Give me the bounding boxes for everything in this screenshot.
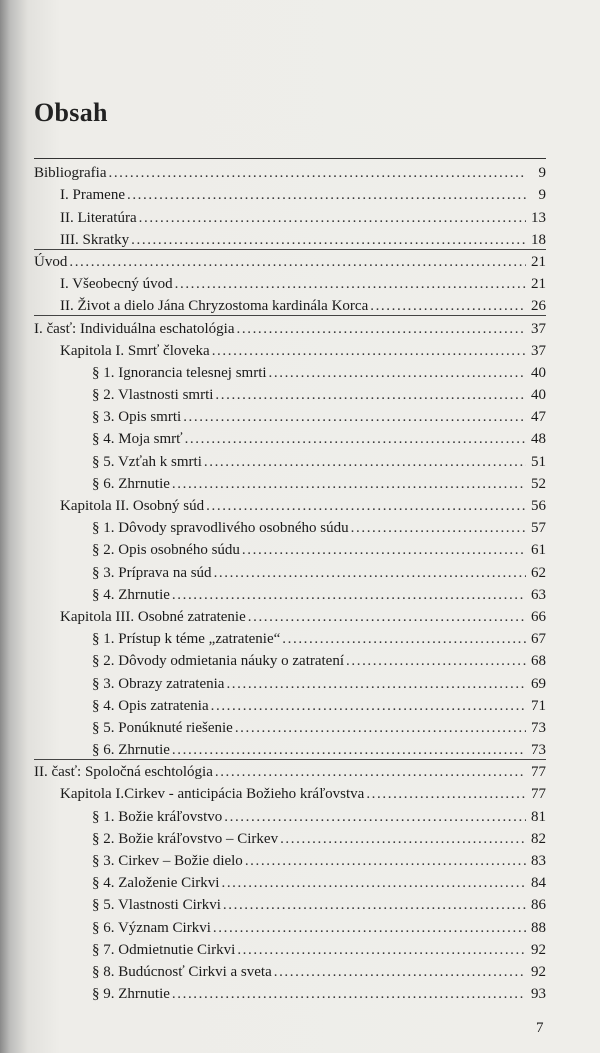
toc-entry-label: § 6. Zhrnutie: [92, 475, 170, 492]
dot-leader: [172, 586, 526, 604]
toc-entry: [34, 715, 546, 737]
toc-entry-page: 81: [531, 808, 546, 825]
toc-entry-page: 67: [531, 631, 546, 648]
toc-entry-page: 92: [531, 963, 546, 980]
toc-entry-page: 73: [531, 719, 546, 736]
toc-entry-label: Bibliografia: [34, 165, 107, 182]
toc-entry-label: § 6. Význam Cirkvi: [92, 919, 211, 936]
toc-entry: [34, 981, 546, 1003]
toc-entry-page: 37: [531, 342, 546, 359]
toc-entry-label: § 3. Obrazy zatratenia: [92, 675, 225, 692]
toc-entry: [34, 626, 546, 648]
toc-entry: [34, 604, 546, 626]
page-number: 7: [536, 1020, 544, 1036]
toc-entry-label: § 2. Dôvody odmietania náuky o zatratení: [92, 653, 345, 670]
dot-leader: [213, 919, 526, 937]
toc-entry-label: Kapitola II. Osobný súd: [60, 498, 205, 514]
toc-entry-page: 82: [531, 830, 546, 847]
toc-entry: [34, 648, 546, 670]
toc-entry-label: Kapitola III. Osobné zatratenie: [60, 608, 246, 625]
toc-entry-label: § 5. Vzťah k smrti: [92, 453, 202, 470]
toc-entry: [34, 826, 546, 848]
toc-entry-page: 48: [531, 431, 546, 448]
dot-leader: [214, 564, 526, 582]
toc-entry: [34, 693, 546, 715]
toc-entry-page: 71: [531, 697, 546, 714]
toc-entry-label: § 8. Budúcnosť Cirkvi a sveta: [92, 963, 272, 980]
toc-entry-label: § 3. Cirkev – Božie dielo: [92, 853, 243, 869]
toc-entry-label: II. časť: Spoločná eschtológia: [34, 764, 213, 781]
toc-entry-page: 21: [531, 253, 546, 270]
toc-entry: [34, 182, 546, 204]
title-rule: [34, 158, 546, 159]
toc-entry-label: § 5. Ponúknuté riešenie: [92, 719, 233, 736]
dot-leader: [212, 342, 526, 360]
toc-entry-label: II. Život a dielo Jána Chryzostoma kardinála Korca: [60, 298, 369, 315]
toc-entry-label: § 9. Zhrnutie: [92, 986, 170, 1003]
dot-leader: [185, 430, 526, 448]
toc-entry-label: § 2. Božie kráľovstvo – Cirkev: [92, 830, 279, 847]
toc-entry-page: 47: [531, 409, 546, 426]
toc-entry-label: II. Literatúra: [60, 209, 137, 226]
dot-leader: [139, 209, 526, 227]
dot-leader: [370, 297, 526, 315]
toc-entry-label: § 1. Ignorancia telesnej smrti: [92, 364, 267, 381]
toc-entry-page: 56: [531, 498, 546, 514]
toc-entry: [34, 781, 546, 803]
toc-entry: [34, 249, 546, 271]
dot-leader: [226, 675, 526, 693]
toc-entry: [34, 293, 546, 315]
toc-entry: [34, 737, 546, 759]
dot-leader: [242, 541, 526, 559]
toc-entry-page: 61: [531, 542, 546, 559]
toc-entry-page: 52: [531, 475, 546, 492]
toc-entry-page: 88: [531, 919, 546, 936]
toc-entry-page: 9: [538, 165, 546, 182]
table-of-contents: [34, 160, 546, 1003]
toc-entry: [34, 471, 546, 493]
toc-entry-page: 26: [531, 298, 546, 315]
toc-entry-label: I. časť: Individuálna eschatológia: [34, 320, 235, 337]
toc-entry-label: § 4. Opis zatratenia: [92, 697, 209, 714]
dot-leader: [245, 852, 526, 870]
dot-leader: [131, 231, 526, 249]
toc-entry: [34, 227, 546, 249]
toc-entry-label: § 2. Opis osobného súdu: [92, 542, 240, 559]
toc-entry-label: Úvod: [34, 253, 68, 270]
toc-entry: [34, 537, 546, 559]
toc-entry: [34, 914, 546, 936]
toc-entry-page: 18: [531, 231, 546, 248]
dot-leader: [183, 408, 526, 426]
toc-entry-page: 57: [531, 520, 546, 537]
toc-entry-label: Kapitola I.Cirkev - anticipácia Božieho kráľovstva: [60, 786, 365, 803]
toc-entry-label: § 4. Moja smrť: [92, 431, 183, 448]
toc-entry-label: § 6. Zhrnutie: [92, 742, 170, 759]
toc-entry: [34, 870, 546, 892]
dot-leader: [351, 519, 526, 537]
dot-leader: [211, 697, 526, 715]
dot-leader: [215, 763, 526, 781]
toc-entry-page: 37: [531, 320, 546, 337]
dot-leader: [274, 963, 526, 981]
toc-entry-label: III. Skratky: [60, 231, 130, 248]
dot-leader: [237, 941, 526, 959]
toc-entry: [34, 959, 546, 981]
toc-entry-label: § 3. Opis smrti: [92, 409, 182, 426]
toc-entry: [34, 204, 546, 226]
toc-entry: [34, 493, 546, 515]
dot-leader: [248, 608, 526, 626]
dot-leader: [346, 652, 526, 670]
toc-entry: [34, 937, 546, 959]
toc-entry-label: § 4. Zhrnutie: [92, 586, 170, 603]
toc-entry-label: § 1. Božie kráľovstvo: [92, 808, 223, 825]
dot-leader: [204, 453, 526, 471]
dot-leader: [215, 386, 526, 404]
toc-entry: [34, 803, 546, 825]
page-title: Obsah: [34, 98, 108, 127]
toc-entry-page: 51: [531, 453, 546, 470]
dot-leader: [221, 874, 526, 892]
toc-entry-page: 13: [531, 209, 546, 226]
dot-leader: [235, 719, 526, 737]
toc-entry: [34, 582, 546, 604]
toc-entry-page: 63: [531, 586, 546, 603]
toc-entry-label: I. Všeobecný úvod: [60, 276, 173, 293]
dot-leader: [282, 630, 526, 648]
dot-leader: [175, 275, 526, 293]
toc-entry-page: 93: [531, 986, 546, 1003]
toc-entry: [34, 670, 546, 692]
dot-leader: [172, 985, 526, 1003]
dot-leader: [237, 320, 526, 338]
dot-leader: [224, 808, 526, 826]
dot-leader: [69, 253, 526, 271]
toc-entry-page: 68: [531, 653, 546, 670]
toc-entry: [34, 315, 546, 337]
toc-entry-label: § 3. Príprava na súd: [92, 564, 212, 581]
toc-entry-label: § 7. Odmietnutie Cirkvi: [92, 941, 236, 958]
toc-entry-page: 86: [531, 897, 546, 914]
toc-entry: [34, 271, 546, 293]
dot-leader: [206, 497, 526, 515]
toc-entry-page: 9: [538, 187, 546, 204]
dot-leader: [223, 896, 526, 914]
toc-entry: [34, 404, 546, 426]
toc-entry-page: 83: [531, 853, 546, 869]
toc-entry-label: § 1. Prístup k téme „zatratenie“: [92, 631, 281, 648]
toc-entry: [34, 559, 546, 581]
dot-leader: [172, 741, 526, 759]
toc-entry: [34, 426, 546, 448]
dot-leader: [280, 830, 526, 848]
toc-entry-label: § 5. Vlastnosti Cirkvi: [92, 897, 221, 914]
toc-entry: [34, 338, 546, 360]
toc-entry-page: 62: [531, 564, 546, 581]
toc-entry: [34, 382, 546, 404]
toc-entry: [34, 160, 546, 182]
toc-entry-label: § 2. Vlastnosti smrti: [92, 387, 214, 404]
toc-entry: [34, 892, 546, 914]
toc-entry: [34, 515, 546, 537]
toc-entry-page: 84: [531, 875, 546, 892]
toc-entry: [34, 360, 546, 382]
toc-entry-page: 40: [531, 364, 546, 381]
toc-entry-page: 92: [531, 941, 546, 958]
toc-entry: [34, 448, 546, 470]
dot-leader: [366, 785, 526, 803]
toc-entry-page: 69: [531, 675, 546, 692]
toc-entry-page: 66: [531, 608, 546, 625]
toc-entry-label: I. Pramene: [60, 187, 125, 204]
dot-leader: [172, 475, 526, 493]
toc-entry-page: 40: [531, 387, 546, 404]
toc-entry-label: Kapitola I. Smrť človeka: [60, 342, 210, 359]
dot-leader: [108, 164, 526, 182]
dot-leader: [269, 364, 526, 382]
toc-entry-label: § 4. Založenie Cirkvi: [92, 875, 220, 892]
toc-entry-page: 21: [531, 276, 546, 293]
toc-entry: [34, 759, 546, 781]
toc-entry: [34, 848, 546, 870]
toc-entry-page: 73: [531, 742, 546, 759]
toc-entry-label: § 1. Dôvody spravodlivého osobného súdu: [92, 520, 349, 537]
toc-entry-page: 77: [531, 786, 546, 803]
dot-leader: [127, 186, 526, 204]
toc-entry-page: 77: [531, 764, 546, 781]
